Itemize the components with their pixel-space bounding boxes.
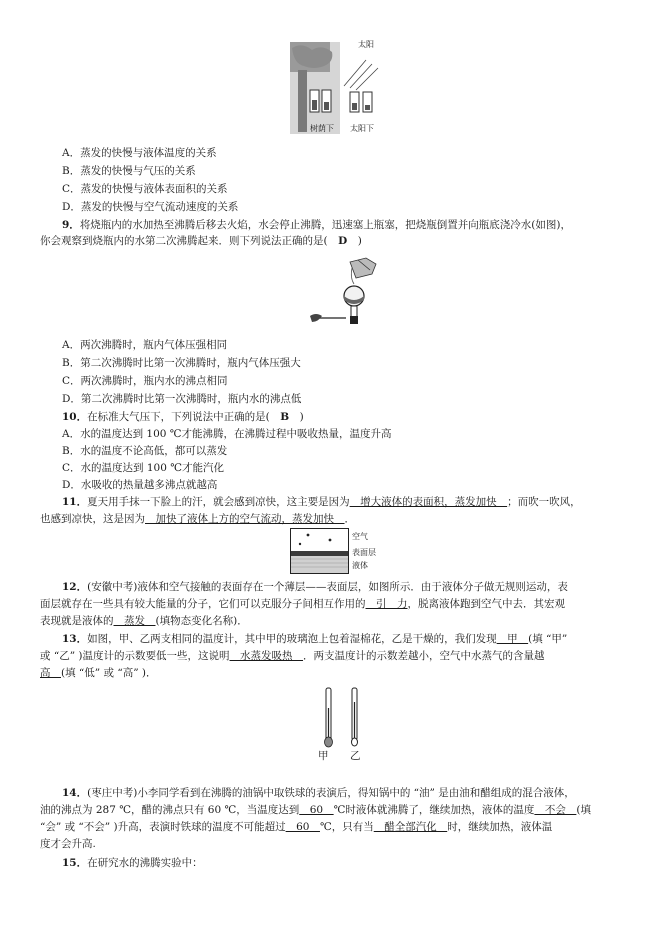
q13-answer-1: 甲 [496,633,529,645]
shade-label: 树荫下 [310,124,334,133]
q13-text-3: 或 “乙” )温度计的示数要低一些，这说明 [40,650,230,662]
q14-number: 14． [62,787,88,799]
q10-number: 10． [62,411,88,423]
q12-text-5: (填物态变化名称)． [155,615,248,627]
q10-stem [62,409,304,425]
q8-option-b: B．蒸发的快慢与气压的关系 [62,165,196,177]
q10-option-a: A．水的温度达到 100 ℃才能沸腾，在沸腾过程中吸收热量，温度升高 [62,428,392,440]
figure-flask-cold-water [306,256,386,330]
q14-text-2: 油的沸点为 287 ℃，醋的沸点只有 60 ℃，当温度达到 [40,804,300,816]
q14-text-3: ℃时液体就沸腾了，继续加热，液体的温度 [333,804,535,816]
q12-line1 [62,579,568,595]
q11-text-1: 夏天用手抹一下脸上的汗，就会感到凉快，这主要是因为 [87,496,350,508]
q9-text-2: 你会观察到烧瓶内的水第二次沸腾起来．则下列说法正确的是( [40,235,339,247]
air-label: 空气 [352,532,368,541]
q8-option-a: A．蒸发的快慢与液体温度的关系 [62,147,217,159]
q13-text-2: (填 “甲” [528,633,568,645]
q13-number: 13． [62,633,88,645]
q9-option-a: A．两次沸腾时，瓶内气体压强相同 [62,339,228,351]
surface-layer-label: 表面层 [352,548,376,557]
thermometer-jia-label: 甲 [318,750,329,762]
q13-line1 [62,631,567,647]
liquid-label: 液体 [352,561,368,570]
q13-answer-2: 水蒸发吸热 [229,650,304,662]
figure-thermometers [318,686,368,766]
q9-stem-line2 [40,233,362,249]
q12-text-1: (安徽中考)液体和空气接触的表面存在一个薄层——表面层，如图所示．由于液体分子做无规则运动，表 [87,581,568,593]
q9-answer: D [338,235,348,247]
q12-answer-2: 蒸发 [113,615,156,627]
q11-text-3: 也感到凉快，这是因为 [40,513,145,525]
q12-text-4: 表现就是液体的 [40,615,114,627]
q10-text-1: 在标准大气压下，下列说法中正确的是( [87,411,281,423]
q10-option-d: D．水吸收的热量越多沸点就越高 [62,479,218,491]
q9-option-b: B．第二次沸腾时比第一次沸腾时，瓶内气体压强大 [62,357,301,369]
q9-stem-line1 [62,217,571,233]
q14-answer-2: 不会 [534,804,577,816]
q14-text-1: (枣庄中考)小李同学看到在沸腾的油锅中取铁球的表演后，得知锅中的 “油” 是由油和醋组成的混合液体， [87,787,575,799]
q12-number: 12． [62,581,88,593]
q13-text-5: (填 “低” 或 “高” )． [61,667,157,679]
q14-text-4: (填 [576,804,591,816]
q12-line2 [40,596,565,612]
q9-option-d: D．第二次沸腾时比第一次沸腾时，瓶内水的沸点低 [62,393,302,405]
q11-number: 11． [62,496,88,508]
q14-line3 [40,819,552,835]
q15-stem [62,855,203,871]
q12-text-2: 面层就存在一些具有较大能量的分子，它们可以克服分子间相互作用的 [40,598,366,610]
q10-text-2: ) [289,411,304,423]
q12-line3 [40,613,248,629]
q14-answer-1: 60 [299,804,334,816]
q14-answer-3: 60 [285,821,320,833]
figure-evaporation-shade-sun [288,40,384,136]
q14-line2 [40,802,591,818]
q8-option-d: D．蒸发的快慢与空气流动速度的关系 [62,201,239,213]
q15-number: 15． [62,857,88,869]
sun-place-label: 太阳下 [350,124,374,133]
q9-text-1: 将烧瓶内的水加热至沸腾后移去火焰，水会停止沸腾，迅速塞上瓶塞，把烧瓶倒置并向瓶底浇冷水(如图)， [79,219,572,231]
q13-text-4: ．两支温度计的示数差越小，空气中水蒸气的含量越 [303,650,545,662]
q14-text-8: 度才会升高. [40,838,96,850]
q14-line4 [40,836,96,852]
q14-text-6: ℃，只有当 [319,821,374,833]
q10-answer: B [280,411,290,423]
q12-answer-1: 引 力 [365,598,408,610]
q9-text-3: ) [347,235,362,247]
q11-line1 [62,494,581,510]
figure-surface-layer [290,528,380,574]
q11-text-4: ． [344,513,355,525]
q13-line2 [40,648,545,664]
q10-option-c: C．水的温度达到 100 ℃才能汽化 [62,462,224,474]
thermometer-yi-label: 乙 [350,750,361,762]
q11-line2 [40,511,355,527]
q15-text: 在研究水的沸腾实验中： [87,857,203,869]
q14-line1 [62,785,575,801]
sun-label: 太阳 [358,40,374,49]
q14-answer-4: 醋全部汽化 [373,821,448,833]
q14-text-5: “会” 或 “不会” )升高，表演时铁球的温度不可能超过 [40,821,286,833]
q11-answer-2: 加快了液体上方的空气流动，蒸发加快 [145,513,345,525]
q14-text-7: 时，继续加热，液体温 [447,821,553,833]
q10-option-b: B．水的温度不论高低，都可以蒸发 [62,445,228,457]
q9-number: 9． [62,219,80,231]
q11-text-2: ；而吹一吹风， [507,496,581,508]
q12-text-3: ，脱离液体跑到空气中去．其宏观 [407,598,565,610]
q13-answer-3: 高 [40,667,61,679]
q11-answer-1: 增大液体的表面积，蒸发加快 [349,496,508,508]
q8-option-c: C．蒸发的快慢与液体表面积的关系 [62,183,228,195]
q13-line3 [40,665,157,681]
q9-option-c: C．两次沸腾时，瓶内水的沸点相同 [62,375,228,387]
q13-text-1: 如图，甲、乙两支相同的温度计，其中甲的玻璃泡上包着湿棉花，乙是干燥的，我们发现 [87,633,497,645]
